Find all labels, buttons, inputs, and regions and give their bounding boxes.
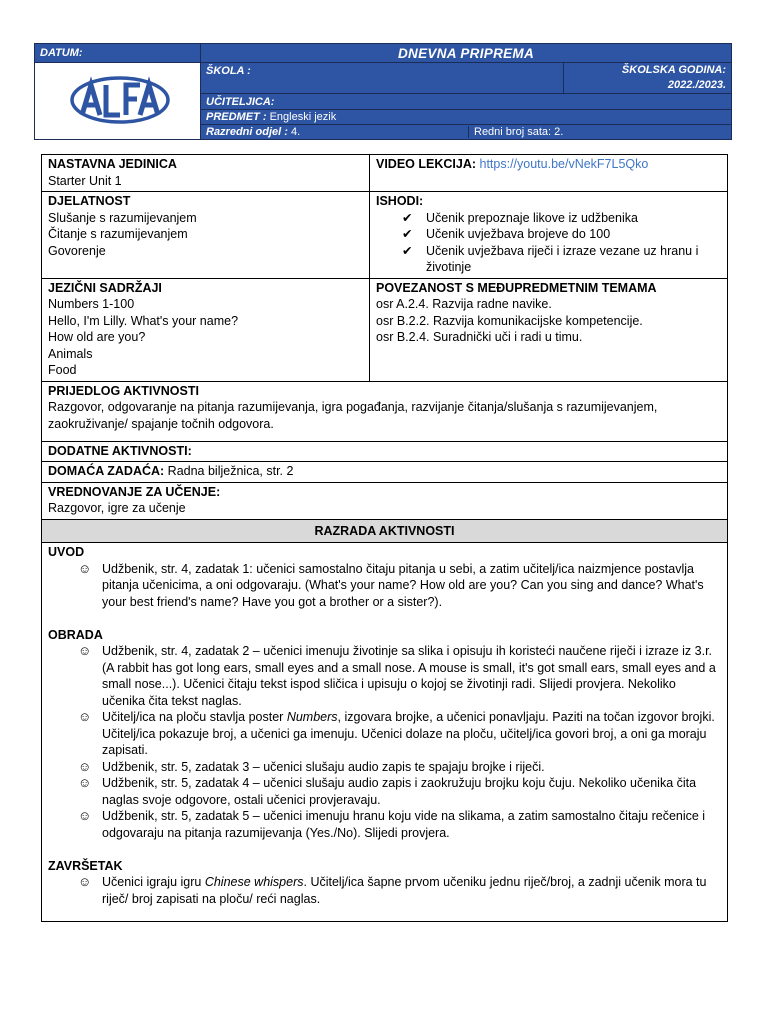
jezicni-label: JEZIČNI SADRŽAJI [48,280,162,295]
skolska-godina-label: ŠKOLSKA GODINA: [621,64,727,76]
video-cell [370,155,728,192]
ishodi-label: ISHODI: [376,194,424,208]
nastavna-jedinica-cell [42,155,370,192]
zavrsetak-label: ZAVRŠETAK [48,858,123,873]
razredni-odjel-value: 4. [290,126,301,138]
skolska-godina-value: 2022./2023. [667,79,727,91]
page-title: DNEVNA PRIPREMA [201,44,732,63]
vrednovanje-value: Razgovor, igre za učenje [48,501,186,515]
razrada-heading: RAZRADA AKTIVNOSTI [42,519,728,543]
logo-cell [35,63,201,140]
djelatnost-label: DJELATNOST [48,194,131,208]
prijedlog-cell [42,381,728,441]
uvod-label: UVOD [48,545,85,559]
vrednovanje-cell [42,482,728,519]
list-item: ☺ Udžbenik, str. 4, zadatak 1: učenici samostalno čitaju pitanja u sebi, a zatim učitelj/ica naizmjence postavlja pitanja učenicima, a oni odgovaraju. (What's your name? How old are you? Can you sing and dance? What's your best friend's name? Have you got a brother or a sister?). [78,560,704,609]
smiley-icon: ☺ [78,709,92,724]
ishodi-cell [370,192,728,279]
list-item: ☺ Učitelj/ica na ploču stavlja poster Numbers, izgovara brojke, a učenici ponavljaju. Paziti na točan izgovor brojki. Učitelj/ica pokazuje broj, a učenici ga imenuju. Učenici dolaze na ploču, učitelj/ica govori broj, a oni ga moraju zapisati. [78,709,715,757]
vrednovanje-label: VREDNOVANJE ZA UČENJE: [48,484,221,499]
skolska-godina-cell [564,63,732,94]
razredni-odjel-cell [201,126,469,138]
list-item: ☺ Učenici igraju igru Chinese whispers. Učitelj/ica šapne prvom učeniku jednu riječ/broj, a zadnji učenik mora tu riječ/ broj zapisati na ploču/ reći naglas. [78,874,707,906]
djelatnost-item: Čitanje s razumijevanjem [48,227,188,241]
smiley-icon: ☺ [78,758,92,774]
check-icon: ✔ [402,227,413,241]
redni-broj-value: 2. [554,126,564,138]
redni-broj-cell [469,126,568,138]
jezicni-item: Animals [48,346,93,361]
smiley-icon: ☺ [78,775,92,790]
logo-text [40,101,41,102]
list-item: ☺ Udžbenik, str. 4, zadatak 2 – učenici imenuju životinje sa slika i opisuju ih koristeći naučene riječi i izraze iz 3.r. (A rabbit has got long ears, small eyes and a small nose. A mouse is small, it's got small ears, small eyes and a small nose...). Učenici čitaju tekst ispod sličica i upisuju o kojoj se životinji radi. Slijedi provjera. Nekoliko učenika čita tekst naglas. [78,643,716,708]
datum-label: DATUM: [35,44,201,63]
povezanost-item: osr A.2.4. Razvija radne navike. [376,297,552,311]
jezicni-item: Food [48,363,77,377]
povezanost-item: osr B.2.4. Suradnički uči i radi u timu. [376,330,583,344]
prijedlog-text: Razgovor, odgovaranje na pitanja razumijevanja, igra pogađanja, razvijanje čitanja/slušanja s razumijevanjem, zaokruživanje/ spajanje točnih odgovora. [48,400,658,431]
nastavna-jedinica-label: NASTAVNA JEDINICA [48,157,177,171]
redni-broj-label: Redni broj sata: [474,126,552,138]
list-item: ✔ Učenik prepoznaje likove iz udžbenika [402,210,638,225]
razredni-odjel-label: Razredni odjel : [206,126,288,138]
jezicni-item: How old are you? [48,330,146,344]
prijedlog-label: PRIJEDLOG AKTIVNOSTI [48,383,199,398]
jezicni-item: Hello, I'm Lilly. What's your name? [48,313,239,328]
djelatnost-cell [42,192,370,279]
obrada-label: OBRADA [48,627,103,642]
list-item: ✔ Učenik uvježbava riječi i izraze vezane uz hranu i životinje [402,243,699,274]
skola-label: ŠKOLA : [201,63,564,94]
domaca-value: Radna bilježnica, str. 2 [167,464,294,478]
domaca-label: DOMAĆA ZADAĆA: [48,464,165,478]
lesson-plan-table [41,154,728,922]
uvod-list [48,561,721,611]
smiley-icon: ☺ [78,808,92,823]
list-item: ☺ Udžbenik, str. 5, zadatak 3 – učenici slušaju audio zapis te spajaju brojke i riječi. [78,758,545,774]
jezicni-cell [42,278,370,381]
video-label: VIDEO LEKCIJA: [376,157,477,171]
uciteljica-label: UČITELJICA: [201,94,732,110]
list-item: ✔ Učenik uvježbava brojeve do 100 [402,227,611,241]
header-table [34,43,732,140]
povezanost-item: osr B.2.2. Razvija komunikacijske kompetencije. [376,313,643,328]
djelatnost-item: Slušanje s razumijevanjem [48,210,197,225]
ishodi-list [376,210,721,276]
smiley-icon: ☺ [78,560,92,576]
razred-row [201,125,732,140]
smiley-icon: ☺ [78,874,92,889]
razrada-cell [42,543,728,922]
nastavna-jedinica-value: Starter Unit 1 [48,173,122,188]
list-item: ☺ Udžbenik, str. 5, zadatak 4 – učenici slušaju audio zapis i zaokružuju brojku koju čuju. Nekoliko učenika čita naglas svoje odgovore, ostali učenici provjeravaju. [78,775,697,807]
predmet-label: PREDMET : [206,111,267,123]
obrada-list [48,643,721,841]
predmet-cell [201,110,732,125]
check-icon: ✔ [402,243,413,258]
video-link[interactable]: https://youtu.be/vNekF7L5Qko [479,157,649,171]
check-icon: ✔ [402,210,413,225]
domaca-cell [42,462,728,483]
dodatne-label: DODATNE AKTIVNOSTI: [48,443,192,458]
dodatne-cell [42,441,728,462]
smiley-icon: ☺ [78,643,92,658]
jezicni-item: Numbers 1-100 [48,297,135,311]
list-item: ☺ Udžbenik, str. 5, zadatak 5 – učenici imenuju hranu koju vide na slikama, a zatim samostalno čitaju rečenice i odgovaraju na pitanja razumijevanja (Yes./No). Slijedi provjera. [78,808,706,840]
povezanost-cell [370,278,728,381]
djelatnost-item: Govorenje [48,243,106,258]
zavrsetak-list [48,874,721,907]
predmet-value: Engleski jezik [269,111,337,123]
povezanost-label: POVEZANOST S MEĐUPREDMETNIM TEMAMA [376,280,657,295]
alfa-logo [70,75,170,125]
